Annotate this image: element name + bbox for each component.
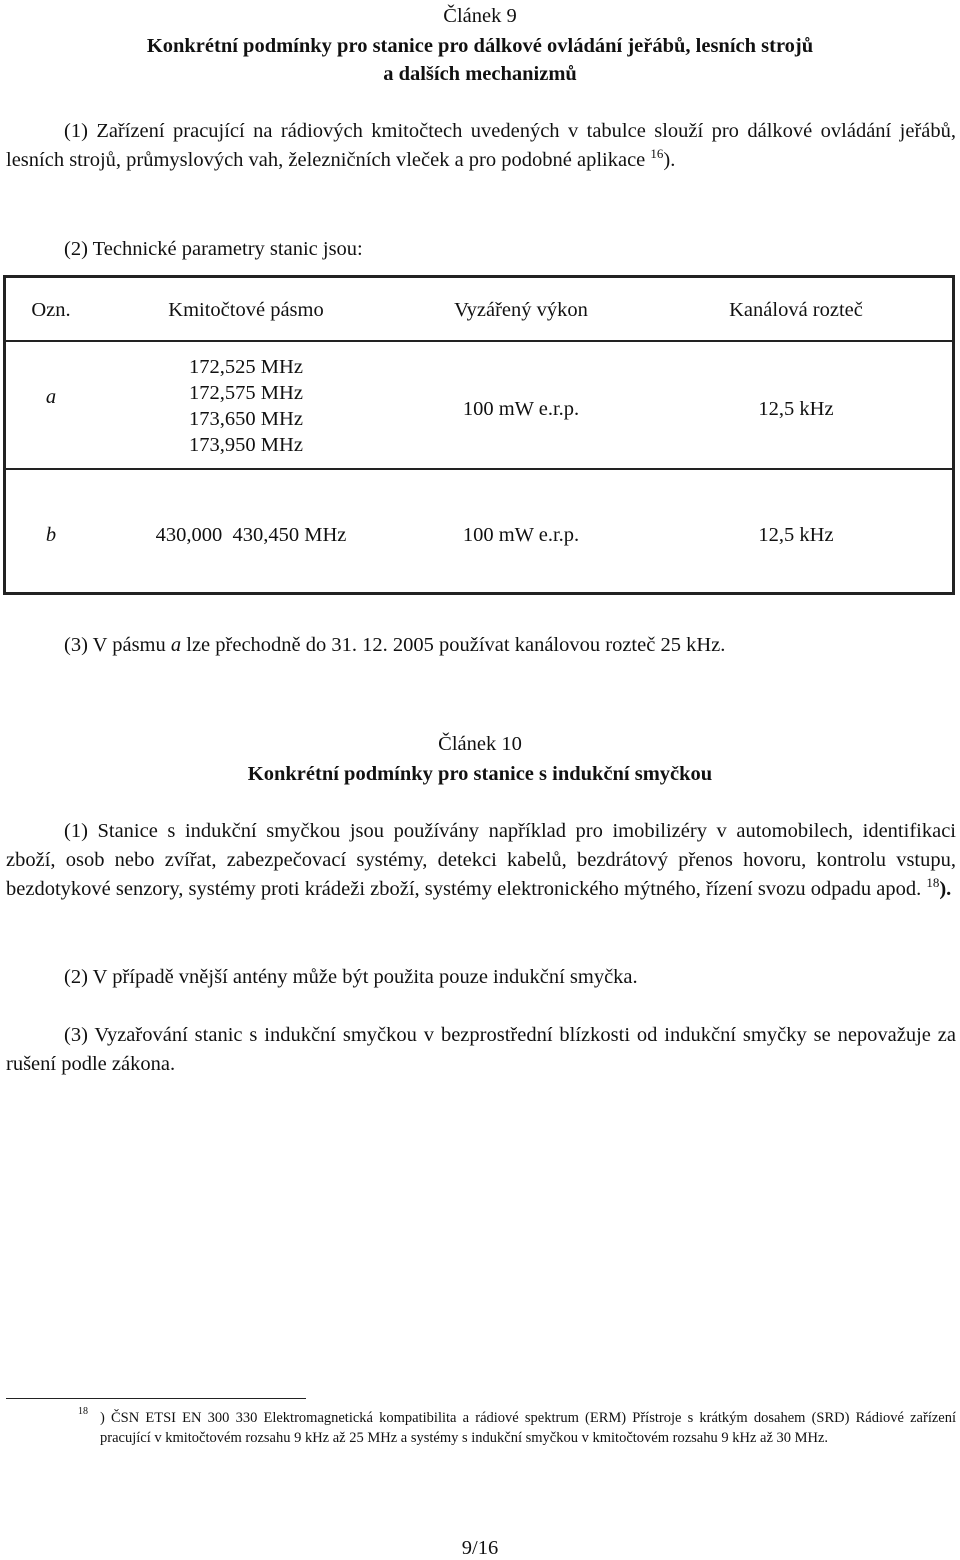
article-9-paragraph-2	[6, 235, 956, 264]
article-10-p2-text: (2) V případě vnější antény může být použita pouze indukční smyčka.	[64, 966, 638, 988]
row-b-id: b	[45, 524, 57, 546]
article-9-p1-text: (1) Zařízení pracující na rádiových kmitočtech uvedených v tabulce slouží pro dálkové ovládání jeřábů, lesních strojů, průmyslových vah, železničních vleček a pro podobné aplikace	[6, 120, 956, 171]
page-number: 9/16	[461, 1537, 499, 1559]
article-9-p1-tail: ).	[663, 149, 676, 171]
frequency-table	[3, 275, 955, 595]
article-10-paragraph-3	[6, 1021, 956, 1079]
row-a-band-3: 173,650 MHz	[189, 408, 303, 430]
row-b-power: 100 mW e.r.p.	[462, 524, 580, 546]
article-10-number: Článek 10	[438, 733, 522, 755]
row-a-band-1: 172,525 MHz	[189, 356, 303, 378]
article-9-p3-post: lze přechodně do 31. 12. 2005 používat kanálovou rozteč 25 kHz.	[186, 634, 726, 656]
article-9-title-line-2: a dalších mechanizmů	[383, 63, 577, 85]
article-10-p3-text: (3) Vyzařování stanic s indukční smyčkou v bezprostřední blízkosti od indukční smyčky se nepovažuje za rušení podle zákona.	[6, 1024, 956, 1075]
footnote-ref-16: 16	[650, 146, 664, 162]
article-10-p1-tail: ).	[939, 878, 952, 900]
row-a-power: 100 mW e.r.p.	[462, 398, 580, 420]
article-10-paragraph-2	[6, 963, 956, 992]
row-a-spacing: 12,5 kHz	[758, 398, 834, 420]
article-9-p3-band: a	[170, 634, 182, 656]
article-9-title-line-1: Konkrétní podmínky pro stanice pro dálkové ovládání jeřábů, lesních strojů	[146, 35, 814, 57]
header-frequency-band: Kmitočtové pásmo	[168, 299, 324, 321]
header-ozn: Ozn.	[31, 299, 71, 321]
article-9-number: Článek 9	[443, 5, 517, 27]
article-10-paragraph-1	[6, 817, 956, 904]
table-header-divider	[6, 340, 952, 342]
article-9-paragraph-1	[6, 117, 956, 175]
row-a-band-4: 173,950 MHz	[189, 434, 303, 456]
row-a-band-2: 172,575 MHz	[189, 382, 303, 404]
footnote-18	[100, 1408, 956, 1448]
row-a-bands	[146, 354, 346, 458]
article-9-p3-pre: (3) V pásmu	[64, 634, 166, 656]
header-radiated-power: Vyzářený výkon	[454, 299, 588, 321]
article-9-p2-text: (2) Technické parametry stanic jsou:	[64, 238, 363, 260]
table-row-divider	[6, 468, 952, 470]
header-channel-spacing: Kanálová rozteč	[729, 299, 863, 321]
footnote-ref-18: 18	[926, 875, 940, 891]
row-b-spacing: 12,5 kHz	[758, 524, 834, 546]
row-a-id: a	[45, 386, 57, 408]
footnote-number: 18	[78, 1406, 88, 1417]
row-b-band: 430,000 430,450 MHz	[155, 524, 347, 546]
footnote-separator	[6, 1398, 306, 1399]
article-9-paragraph-3	[6, 631, 956, 660]
article-10-p1-text: (1) Stanice s indukční smyčkou jsou používány například pro imobilizéry v automobilech, identifikaci zboží, osob nebo zvířat, zabezpečovací systémy, detekci kabelů, bezdrátový přenos hovoru, kontrolu vstupu, bezdotykové senzory, systémy proti krádeži zboží, systémy elektronického mýtného, řízení svozu odpadu apod.	[6, 820, 956, 900]
article-10-title: Konkrétní podmínky pro stanice s indukční smyčkou	[247, 763, 713, 785]
footnote-18-text: ) ČSN ETSI EN 300 330 Elektromagnetická kompatibilita a rádiové spektrum (ERM) Přístroje s krátkým dosahem (SRD) Rádiové zařízení pracující v kmitočtovém rozsahu 9 kHz až 25 MHz a systémy s indukční smyčkou v kmitočtovém rozsahu 9 kHz až 30 MHz.	[100, 1410, 956, 1446]
